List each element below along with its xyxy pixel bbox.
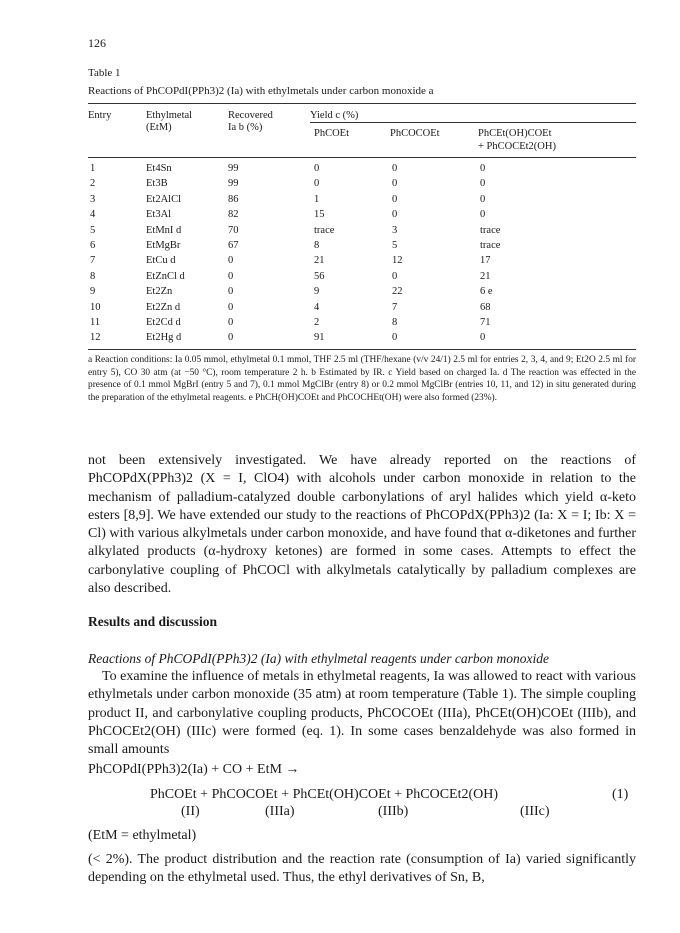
cell-phcocoet: 0 bbox=[392, 332, 398, 344]
cell-mixed: 17 bbox=[480, 255, 491, 267]
cell-mixed: 0 bbox=[480, 178, 486, 190]
cell-phcocoet: 0 bbox=[392, 193, 398, 205]
cell-entry: 12 bbox=[90, 332, 101, 344]
cell-recovered: 0 bbox=[228, 270, 234, 282]
cell-phcoet: 8 bbox=[314, 240, 320, 251]
cell-ethylmetal: Et3B bbox=[146, 178, 168, 190]
section-heading: Results and discussion bbox=[88, 614, 218, 629]
cell-ethylmetal: Et2Cd d bbox=[146, 317, 181, 328]
cell-mixed: 0 bbox=[480, 332, 486, 344]
cell-recovered: 0 bbox=[228, 255, 234, 267]
cell-recovered: 86 bbox=[228, 193, 239, 205]
header-ethylmetal: Ethylmetal bbox=[146, 110, 193, 121]
table-footnote: a Reaction conditions: Ia 0.05 mmol, ethylmetal 0.1 mmol, THF 2.5 ml (THF/hexane (v/v 24/1) 2.5 ml for entries 2, 3, 4, and 9; Et2O 2.5 ml for entry 5), CO 30 atm (at −50 °C), room temperature 2 h. b Estimated by IR. c Yield based on charged Ia. d The reaction was effected in the presence of 0.1 mmol MgBrI (entry 5 and 7), 0.1 mmol MgClBr (entry 8) or 0.2 mmol MgClBr (entries 10, 11, and 12) in situ generated during the preparation of the ethylmetal reagents. e PhCH(OH)COEt and PhCOCHEt(OH) were also formed (23%). bbox=[88, 355, 636, 403]
cell-ethylmetal: Et3Al bbox=[146, 209, 172, 221]
cell-recovered: 67 bbox=[228, 240, 239, 251]
section-paragraph: To examine the influence of metals in ethylmetal reagents, Ia was allowed to react with various ethylmetals under carbon monoxide (35 atm) at room temperature (Table 1). The simple coupling product II, and carbonylative coupling products, PhCOCOEt (IIIa), PhCEt(OH)COEt (IIIb), and PhCOCEt2(OH) (IIIc) were formed (eq. 1). In some cases benzaldehyde was also formed in small amounts bbox=[88, 669, 636, 758]
equation-label-ii: (II) bbox=[181, 804, 200, 819]
table-bottom-rule bbox=[88, 349, 636, 350]
closing-paragraph: (< 2%). The product distribution and the reaction rate (consumption of Ia) varied significantly depending on the ethylmetal used. Thus, the ethyl derivatives of Sn, B, bbox=[88, 852, 636, 886]
equation-label-iiic: (IIIc) bbox=[520, 804, 550, 819]
cell-ethylmetal: Et2Zn d bbox=[146, 301, 181, 313]
cell-entry: 7 bbox=[90, 255, 96, 267]
cell-phcoet: 2 bbox=[314, 317, 320, 328]
header-mixed-2: + PhCOCEt2(OH) bbox=[478, 141, 556, 152]
cell-ethylmetal: Et2Zn bbox=[146, 286, 173, 298]
cell-entry: 8 bbox=[90, 270, 96, 282]
cell-phcocoet: 12 bbox=[392, 255, 403, 267]
cell-recovered: 0 bbox=[228, 332, 234, 344]
table-caption: Reactions of PhCOPdI(PPh3)2 (Ia) with ethylmetals under carbon monoxide a bbox=[88, 85, 434, 97]
cell-entry: 6 bbox=[90, 240, 96, 251]
cell-phcoet: 21 bbox=[314, 255, 325, 267]
cell-phcocoet: 0 bbox=[392, 270, 398, 282]
cell-mixed: 71 bbox=[480, 317, 491, 328]
yield-rule bbox=[310, 122, 636, 123]
cell-mixed: 68 bbox=[480, 301, 491, 313]
header-entry: Entry bbox=[88, 110, 112, 121]
cell-phcocoet: 0 bbox=[392, 178, 398, 190]
cell-phcocoet: 8 bbox=[392, 317, 398, 328]
cell-entry: 10 bbox=[90, 301, 101, 313]
cell-entry: 2 bbox=[90, 178, 96, 190]
cell-phcocoet: 0 bbox=[392, 209, 398, 221]
cell-ethylmetal: EtZnCl d bbox=[146, 270, 185, 282]
cell-ethylmetal: EtMgBr bbox=[146, 240, 181, 251]
cell-ethylmetal: EtMnI d bbox=[146, 224, 182, 236]
cell-phcoet: trace bbox=[314, 224, 335, 236]
cell-ethylmetal: EtCu d bbox=[146, 255, 176, 267]
cell-mixed: 0 bbox=[480, 193, 486, 205]
cell-recovered: 82 bbox=[228, 209, 239, 221]
equation-products: PhCOEt + PhCOCOEt + PhCEt(OH)COEt + PhCOCEt2(OH) bbox=[150, 787, 499, 802]
table-header-rule bbox=[88, 157, 636, 158]
cell-recovered: 70 bbox=[228, 224, 239, 236]
cell-recovered: 0 bbox=[228, 301, 234, 313]
subsection-heading: Reactions of PhCOPdI(PPh3)2 (Ia) with ethylmetal reagents under carbon monoxide bbox=[88, 651, 550, 666]
cell-phcoet: 4 bbox=[314, 301, 320, 313]
header-yield: Yield c (%) bbox=[310, 110, 359, 121]
cell-ethylmetal: Et4Sn bbox=[146, 163, 172, 174]
equation-label-iiia: (IIIa) bbox=[265, 804, 295, 819]
cell-entry: 5 bbox=[90, 224, 96, 236]
header-ethylmetal-abbr: (EtM) bbox=[146, 122, 172, 133]
cell-phcoet: 1 bbox=[314, 193, 320, 205]
cell-phcocoet: 0 bbox=[392, 163, 398, 174]
table-top-rule bbox=[88, 103, 636, 104]
cell-mixed: trace bbox=[480, 240, 501, 251]
header-recovered-ia: Ia b (%) bbox=[228, 122, 263, 133]
cell-entry: 9 bbox=[90, 286, 96, 298]
equation-reactants: PhCOPdI(PPh3)2(Ia) + CO + EtM → bbox=[88, 762, 300, 777]
cell-mixed: 0 bbox=[480, 209, 486, 221]
cell-recovered: 99 bbox=[228, 163, 239, 174]
cell-phcoet: 0 bbox=[314, 178, 320, 190]
cell-recovered: 99 bbox=[228, 178, 239, 190]
header-phcocoet: PhCOCOEt bbox=[390, 128, 440, 139]
cell-phcocoet: 3 bbox=[392, 224, 398, 236]
cell-recovered: 0 bbox=[228, 286, 234, 298]
cell-mixed: 0 bbox=[480, 163, 486, 174]
cell-phcoet: 0 bbox=[314, 163, 320, 174]
intro-paragraph: not been extensively investigated. We have already reported on the reactions of PhCOPdX(PPh3)2 (X = I, ClO4) with alcohols under carbon monoxide in relation to the mechanism of palladium-catalyzed double carbonylations of aryl halides which yield α-keto esters [8,9]. We have extended our study to the reactions of PhCOPdX(PPh3)2 (Ia: X = I; Ib: X = Cl) with various alkylmetals under carbon monoxide, and have found that α-diketones and further alkylated products (α-hydroxy ketones) are formed in some cases. Attempts to effect the carbonylative coupling of PhCOCl with alkylmetals catalytically by palladium complexes are also described. bbox=[88, 453, 636, 597]
header-mixed: PhCEt(OH)COEt bbox=[478, 128, 552, 139]
table-label: Table 1 bbox=[88, 67, 121, 79]
cell-phcoet: 56 bbox=[314, 270, 325, 282]
equation-note: (EtM = ethylmetal) bbox=[88, 828, 197, 843]
cell-phcocoet: 7 bbox=[392, 301, 398, 313]
cell-mixed: trace bbox=[480, 224, 501, 236]
cell-phcocoet: 22 bbox=[392, 286, 403, 298]
cell-phcocoet: 5 bbox=[392, 240, 398, 251]
cell-entry: 4 bbox=[90, 209, 96, 221]
equation-label-iiib: (IIIb) bbox=[378, 804, 409, 819]
cell-entry: 3 bbox=[90, 193, 96, 205]
page-number: 126 bbox=[88, 36, 106, 50]
header-phcoet: PhCOEt bbox=[314, 128, 350, 139]
equation-number: (1) bbox=[612, 787, 629, 802]
cell-ethylmetal: Et2AlCl bbox=[146, 193, 182, 205]
cell-entry: 1 bbox=[90, 163, 96, 174]
cell-entry: 11 bbox=[90, 317, 101, 328]
cell-recovered: 0 bbox=[228, 317, 234, 328]
cell-phcoet: 9 bbox=[314, 286, 320, 298]
cell-mixed: 6 e bbox=[480, 286, 493, 298]
cell-ethylmetal: Et2Hg d bbox=[146, 332, 182, 344]
header-recovered: Recovered bbox=[228, 110, 273, 121]
cell-phcoet: 15 bbox=[314, 209, 325, 221]
cell-phcoet: 91 bbox=[314, 332, 325, 344]
cell-mixed: 21 bbox=[480, 270, 491, 282]
